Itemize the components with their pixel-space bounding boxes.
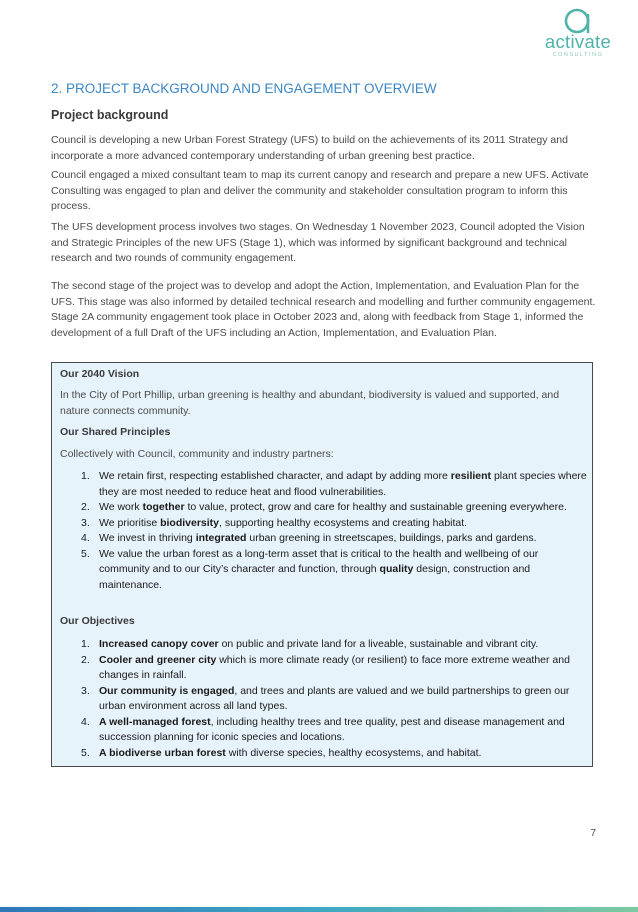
list-text: We work	[99, 501, 143, 513]
list-emphasis: integrated	[195, 532, 247, 544]
list-item	[52, 531, 587, 547]
list-item	[52, 547, 587, 594]
list-item	[52, 500, 587, 516]
list-number: 2.	[81, 653, 90, 666]
list-number: 5.	[81, 547, 90, 560]
list-text: , supporting healthy ecosystems and creating habitat.	[219, 516, 468, 529]
list-number: 4.	[81, 532, 90, 544]
vision-principles-box	[51, 362, 593, 767]
list-text: design, construction and maintenance.	[99, 563, 531, 591]
list-item	[52, 684, 587, 715]
list-text: We prioritise	[99, 516, 161, 529]
list-number: 3.	[81, 516, 90, 529]
list-text: which is more climate ready (or resilient) to face more extreme weather and changes in rainfall.	[99, 653, 570, 681]
page-number: 7	[590, 828, 596, 839]
list-emphasis: Cooler and greener city	[99, 653, 217, 666]
list-number: 1.	[81, 638, 90, 650]
list-number: 1.	[81, 470, 90, 482]
list-text: with diverse species, healthy ecosystems, and habitat.	[225, 746, 482, 759]
list-item	[52, 746, 587, 762]
list-item	[52, 637, 587, 653]
list-number: 3.	[81, 684, 90, 697]
list-text: We invest in thriving	[99, 532, 196, 544]
list-emphasis: Our community is engaged	[99, 684, 235, 697]
list-number: 4.	[81, 715, 90, 728]
paragraph: Council is developing a new Urban Forest Strategy (UFS) to build on the achievements of its 2011 Strategy and incorporate a more advanced contemporary understanding of urban greening best practice.	[51, 134, 568, 162]
list-emphasis: resilient	[450, 470, 492, 482]
list-number: 5.	[81, 746, 90, 759]
paragraph: The second stage of the project was to develop and adopt the Action, Implementation, and Evaluation Plan for the UFS. This stage was also informed by detailed technical research and modelling and further community engagement. Stage 2A community engagement took place in October 2023 and, along with feedback from Stage 1, informed the development of a full Draft of the UFS including an Action, Implementation, and Evaluation Plan.	[51, 280, 596, 339]
principles-heading: Our Shared Principles	[60, 426, 171, 438]
principles-list	[52, 469, 587, 593]
list-text: on public and private land for a liveable, sustainable and vibrant city.	[218, 638, 539, 650]
activate-consulting-logo	[536, 6, 620, 58]
project-background-heading: Project background	[51, 108, 169, 122]
principles-intro: Collectively with Council, community and industry partners:	[60, 448, 334, 460]
list-emphasis: biodiversity	[160, 516, 220, 529]
paragraph: Council engaged a mixed consultant team to map its current canopy and research and prepare a new UFS. Activate Consulting was engaged to plan and deliver the community and stakeholder consultation program to inform this process.	[51, 169, 589, 212]
paragraph: The UFS development process involves two stages. On Wednesday 1 November 2023, Council adopted the Vision and Strategic Principles of the new UFS (Stage 1), which was informed by significant background and technical research and two rounds of community engagement.	[51, 221, 585, 264]
section-title: 2. PROJECT BACKGROUND AND ENGAGEMENT OVERVIEW	[51, 81, 437, 96]
list-number: 2.	[81, 501, 90, 513]
list-emphasis: quality	[379, 563, 414, 575]
list-item	[52, 469, 587, 500]
logo-wordmark: activate	[544, 31, 612, 52]
objectives-heading: Our Objectives	[60, 615, 135, 627]
list-text: to value, protect, grow and care for healthy and sustainable greening everywhere.	[184, 501, 567, 513]
objectives-list	[52, 637, 587, 761]
vision-text: In the City of Port Phillip, urban greening is healthy and abundant, biodiversity is valued and supported, and nature connects community.	[60, 389, 560, 417]
list-emphasis: together	[142, 501, 185, 513]
list-text: , including healthy trees and tree quality, pest and disease management and succession planning for iconic species and locations.	[99, 715, 565, 743]
list-item	[52, 715, 587, 746]
list-item	[52, 516, 587, 532]
list-emphasis: A well-managed forest	[99, 715, 211, 728]
vision-heading: Our 2040 Vision	[60, 368, 140, 380]
list-emphasis: A biodiverse urban forest	[99, 746, 226, 759]
list-text: , and trees and plants are valued and we build partnerships to green our urban environment across all land types.	[99, 684, 570, 712]
list-text: plant species where they are most needed to reduce heat and flood vulnerabilities.	[99, 470, 587, 498]
logo-subtext: CONSULTING	[552, 52, 604, 58]
list-text: We retain first, respecting established character, and adapt by adding more	[99, 470, 451, 482]
list-text: We value the urban forest as a long-term asset that is critical to the health and wellbeing of our community and to our City’s character and function, through	[99, 547, 539, 575]
footer-gradient-bar	[0, 907, 638, 912]
list-emphasis: Increased canopy cover	[99, 638, 219, 650]
list-text: urban greening in streetscapes, buildings, parks and gardens.	[246, 532, 537, 544]
list-item	[52, 653, 587, 684]
